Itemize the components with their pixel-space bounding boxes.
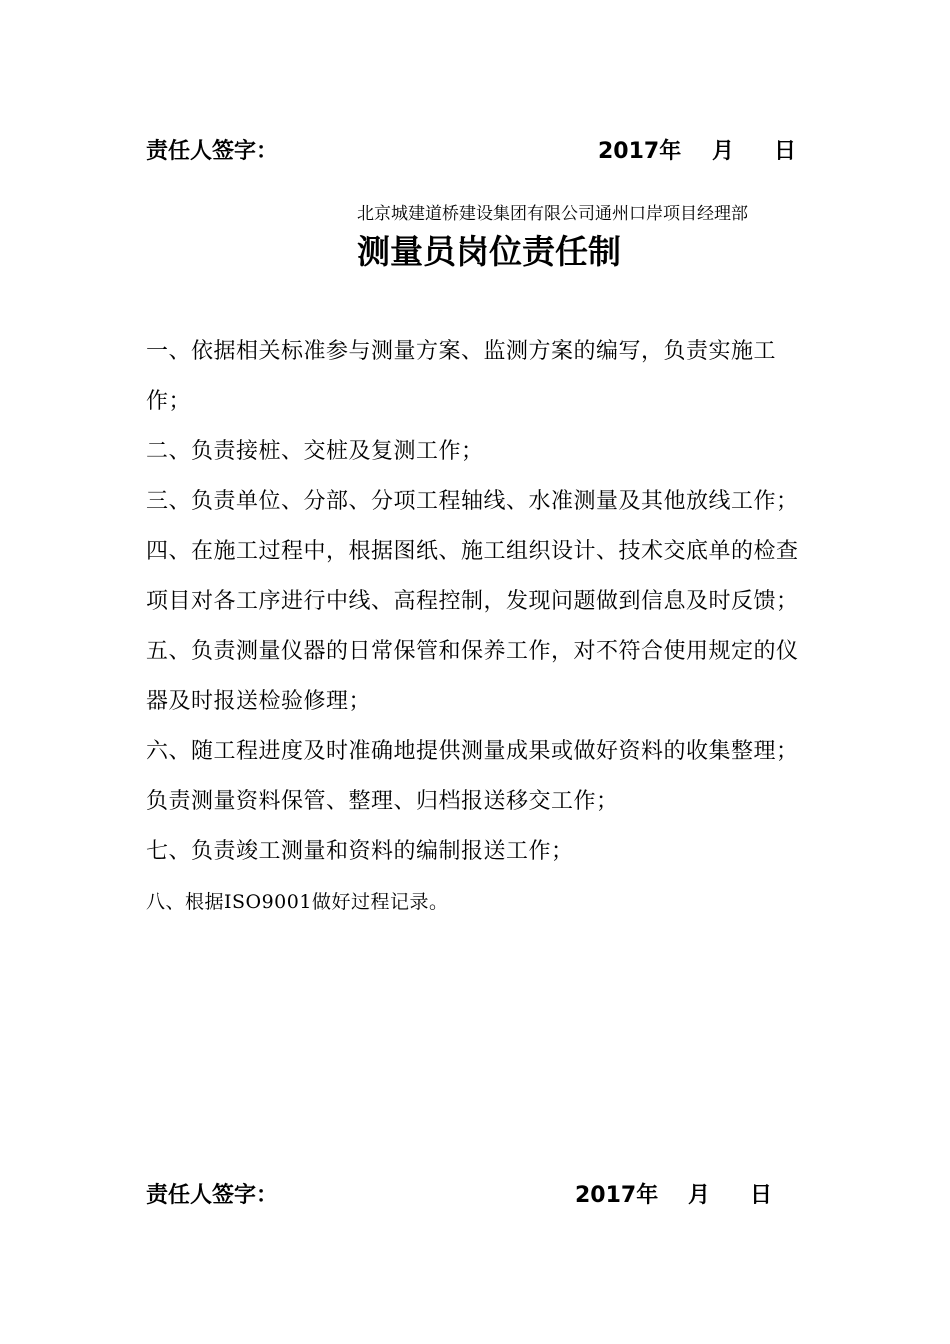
signature-label: 责任人签字： [146, 1183, 279, 1208]
duty-item: 一、依据相关标准参与测量方案、监测方案的编写，负责实施工作； [146, 339, 777, 414]
document-title: 测量员岗位责任制 [357, 232, 621, 271]
company-name: 北京城建道桥建设集团有限公司通州口岸项目经理部 [357, 204, 748, 224]
duty-item: 二、负责接桩、交桩及复测工作； [146, 439, 484, 464]
duty-item: 七、负责竣工测量和资料的编制报送工作； [146, 839, 574, 864]
signature-day: 日 [750, 1183, 773, 1208]
signature-month: 月 [712, 139, 735, 164]
signature-year: 2017年 [598, 139, 682, 164]
duty-list [146, 327, 806, 927]
signature-day: 日 [774, 139, 797, 164]
signature-year: 2017年 [575, 1183, 659, 1208]
duty-item: 三、负责单位、分部、分项工程轴线、水准测量及其他放线工作； [146, 489, 799, 514]
duty-item: 四、在施工过程中，根据图纸、施工组织设计、技术交底单的检查项目对各工序进行中线、高程控制，发现问题做到信息及时反馈； [146, 539, 799, 614]
signature-month: 月 [688, 1183, 711, 1208]
signature-label: 责任人签字： [146, 139, 279, 164]
duty-item: 六、随工程进度及时准确地提供测量成果或做好资料的收集整理；负责测量资料保管、整理、归档报送移交工作； [146, 739, 799, 814]
duty-item: 八、根据ISO9001做好过程记录。 [146, 891, 449, 913]
signature-row-top [146, 137, 826, 167]
signature-row-bottom [146, 1181, 826, 1211]
duty-item: 五、负责测量仪器的日常保管和保养工作，对不符合使用规定的仪器及时报送检验修理； [146, 639, 799, 714]
